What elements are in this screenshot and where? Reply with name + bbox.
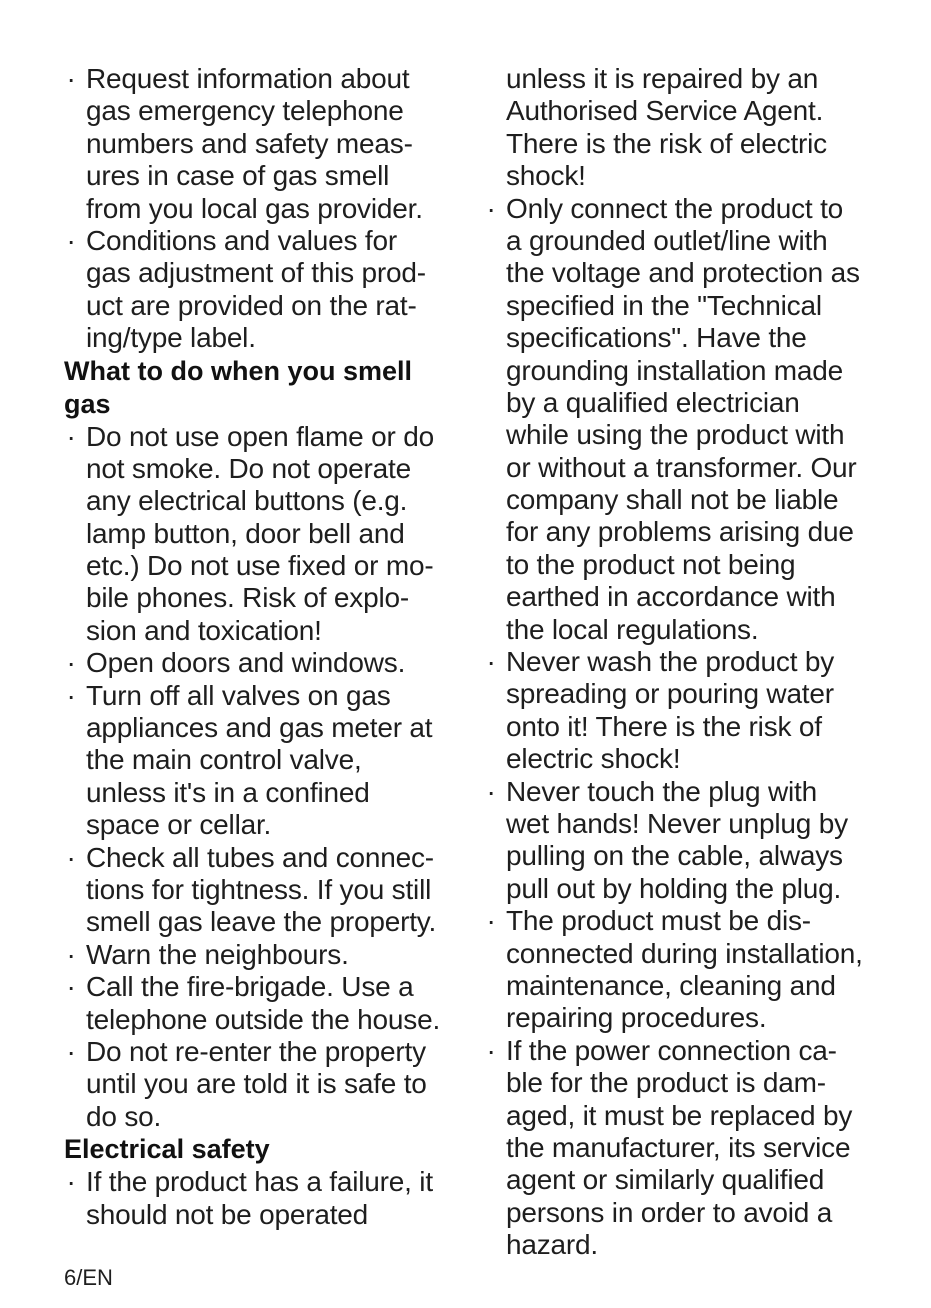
bullet-glyph: · [66,1035,76,1067]
bullet-text: If the power connection ca- [506,1034,837,1066]
left-column [64,63,464,1231]
text-line: by a qualified electrician [506,386,800,418]
bullet-line [64,421,464,453]
text-line: lamp button, door bell and [86,517,405,549]
text-line: the main control valve, [86,744,362,776]
text-line: unless it's in a confined [86,776,370,808]
bullet-line [64,971,464,1003]
text-line: bile phones. Risk of explo- [86,582,409,614]
section-heading: Electrical safety [64,1134,270,1165]
text-line: ing/type label. [86,322,256,354]
bullet-glyph: · [66,63,76,94]
bullet-glyph: · [486,775,496,807]
text-line: tions for tightness. If you still [86,873,432,905]
bullet-line [484,646,924,678]
bullet-line [64,63,464,95]
text-line: do so. [86,1100,162,1132]
text-line: to the product not being [506,548,796,580]
bullet-text: Call the fire-brigade. Use a [86,971,414,1003]
text-line: the local regulations. [506,613,759,645]
text-line: uct are provided on the rat- [86,289,417,321]
text-line: pull out by holding the plug. [506,872,842,904]
text-line: There is the risk of electric [506,127,827,159]
text-line: etc.) Do not use fixed or mo- [86,550,434,582]
text-line: until you are told it is safe to [86,1068,427,1100]
bullet-line [64,647,464,679]
text-line: or without a transformer. Our [506,451,857,483]
bullet-line [64,1036,464,1068]
bullet-glyph: · [66,420,76,452]
text-line: electric shock! [506,743,681,775]
text-line: numbers and safety meas- [86,127,413,159]
bullet-line [64,680,464,712]
bullet-text: Do not re-enter the property [86,1035,426,1067]
text-line: the manufacturer, its service [506,1131,851,1163]
text-line: space or cellar. [86,809,272,841]
bullet-text: Never wash the product by [506,646,835,678]
text-line: specifications". Have the [506,322,807,354]
text-line: smell gas leave the property. [86,906,437,938]
text-line: from you local gas provider. [86,192,423,224]
bullet-text: Open doors and windows. [86,647,406,679]
bullet-text: Warn the neighbours. [86,938,349,970]
bullet-text: The product must be dis- [506,905,811,937]
text-line: hazard. [506,1229,598,1261]
bullet-text: Only connect the product to [506,192,844,224]
text-line: gas emergency telephone [86,95,404,127]
text-line: any electrical buttons (e.g. [86,485,408,517]
text-line: spreading or pouring water [506,678,834,710]
bullet-text: Turn off all valves on gas [86,679,391,711]
text-line: repairing procedures. [506,1002,767,1034]
bullet-line [64,225,464,257]
text-line: onto it! There is the risk of [506,710,822,742]
text-line: ures in case of gas smell [86,160,390,192]
bullet-text: Conditions and values for [86,224,397,256]
bullet-line [64,939,464,971]
text-line: maintenance, cleaning and [506,969,836,1001]
section-heading: What to do when you smell [64,355,413,386]
bullet-glyph: · [66,679,76,711]
bullet-glyph: · [66,647,76,679]
bullet-glyph: · [66,224,76,256]
text-line: not smoke. Do not operate [86,452,411,484]
right-column [484,63,924,1261]
text-line: should not be operated [86,1198,369,1230]
bullet-text: Request information about [86,63,410,94]
bullet-line [484,905,924,937]
text-line: Authorised Service Agent. [506,95,824,127]
text-line: connected during installation, [506,937,863,969]
bullet-glyph: · [66,971,76,1003]
text-line: company shall not be liable [506,484,839,516]
bullet-line [484,1035,924,1067]
bullet-glyph: · [66,841,76,873]
text-line: pulling on the cable, always [506,840,843,872]
bullet-glyph: · [486,646,496,678]
text-line: unless it is repaired by an [506,63,819,94]
text-line: grounding installation made [506,354,844,386]
section-heading: gas [64,388,111,419]
bullet-text: Check all tubes and connec- [86,841,434,873]
text-line: while using the product with [506,419,845,451]
text-line: shock! [506,160,586,192]
bullet-glyph: · [486,905,496,937]
text-line: telephone outside the house. [86,1003,441,1035]
text-line: agent or similarly qualified [506,1164,825,1196]
text-line: ble for the product is dam- [506,1067,826,1099]
text-line: specified in the "Technical [506,289,822,321]
bullet-glyph: · [66,1166,76,1198]
text-line: aged, it must be replaced by [506,1099,853,1131]
text-line: a grounded outlet/line with [506,224,828,256]
bullet-line [484,193,924,225]
text-line: for any problems arising due [506,516,854,548]
bullet-glyph: · [66,938,76,970]
page-number: 6/EN [64,1265,113,1290]
bullet-line [64,842,464,874]
bullet-text: Do not use open flame or do [86,420,434,452]
text-line: earthed in accordance with [506,581,836,613]
text-line: gas adjustment of this prod- [86,257,426,289]
text-line: wet hands! Never unplug by [506,807,848,839]
bullet-text: Never touch the plug with [506,775,817,807]
bullet-line [64,1166,464,1198]
text-line: appliances and gas meter at [86,712,433,744]
text-line: sion and toxication! [86,614,322,646]
bullet-text: If the product has a failure, it [86,1166,433,1198]
bullet-glyph: · [486,1034,496,1066]
bullet-glyph: · [486,192,496,224]
text-line: the voltage and protection as [506,257,860,289]
bullet-line [484,776,924,808]
text-line: persons in order to avoid a [506,1196,833,1228]
